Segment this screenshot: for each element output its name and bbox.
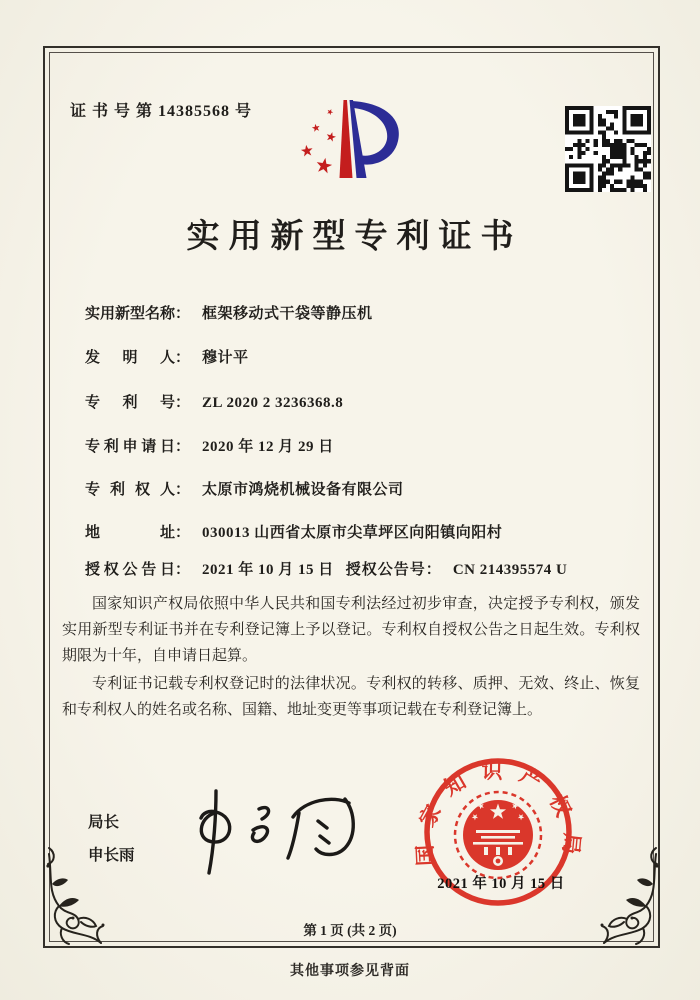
body-text [62,592,640,727]
field-colon: ： [175,306,191,322]
signer-title: 局长 [88,814,120,831]
field-row-patent-no [85,391,343,412]
field-row-address [85,521,502,542]
field-value: 2021 年 10 月 15 日 [202,562,334,578]
field-row-patentee [85,478,404,499]
field-label: 专利号 [85,395,175,411]
signature [185,785,385,882]
field-row-filing-date [85,435,334,456]
certificate-title: 实用新型专利证书 [186,219,523,255]
official-seal [413,747,583,922]
certificate-number: 证 书 号 第 14385568 号 [70,103,253,120]
seal-text: 国家知识产权局 [413,759,583,871]
field-colon: ： [175,562,191,578]
seal-date: 2021 年 10 月 15 日 [437,876,565,892]
field-colon: ： [175,482,191,498]
field-row-grant-date [85,558,567,579]
grant-number-group [346,558,568,579]
field-colon: ： [425,562,441,578]
field-value: 030013 山西省太原市尖草坪区向阳镇向阳村 [202,525,503,541]
field-value: 框架移动式干袋等静压机 [202,306,373,322]
page-number: 第 1 页 (共 2 页) [303,923,397,938]
back-note: 其他事项参见背面 [290,964,410,979]
cnipa-logo-icon [293,97,408,190]
field-value: 穆计平 [202,350,249,366]
field-label: 授权公告日 [85,562,175,578]
field-colon: ： [175,439,191,455]
field-label: 专利权人 [85,482,175,498]
field-label: 授权公告号 [345,562,426,578]
field-row-name [85,302,373,323]
field-value: CN 214395574 U [452,562,568,578]
body-paragraph-1: 国家知识产权局依照中华人民共和国专利法经过初步审查，决定授予专利权，颁发实用新型专利证书并在专利登记簿上予以登记。专利权自授权公告之日起生效。专利权期限为十年，自申请日起算。 [62,596,640,664]
field-value: 2020 年 12 月 29 日 [202,439,334,455]
field-label: 地址 [85,525,175,541]
field-colon: ： [175,525,191,541]
body-paragraph-2: 专利证书记载专利权登记时的法律状况。专利权的转移、质押、无效、终止、恢复和专利权人的姓名或名称、国籍、地址变更等事项记载在专利登记簿上。 [62,676,640,719]
field-label: 实用新型名称 [85,306,176,322]
field-colon: ： [175,350,191,366]
signer-name: 申长雨 [88,847,135,864]
field-label: 发明人 [85,350,175,366]
qr-code [565,106,651,197]
field-value: ZL 2020 2 3236368.8 [202,395,344,411]
field-colon: ： [175,395,191,411]
field-label: 专利申请日 [85,439,175,455]
field-row-inventor [85,346,249,367]
field-value: 太原市鸿烧机械设备有限公司 [202,482,404,498]
